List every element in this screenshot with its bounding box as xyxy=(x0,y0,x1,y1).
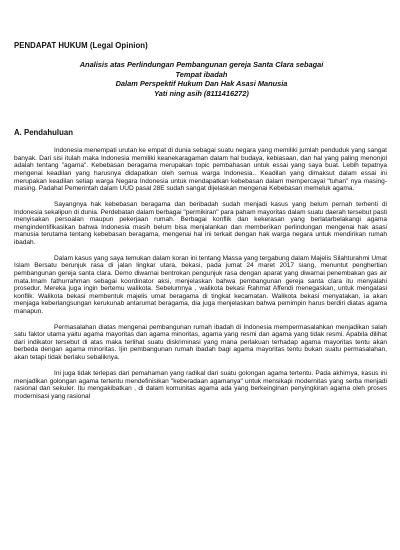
paragraph: Ini juga tidak terlepas dari pemahaman yang radikal dari suatu golongan agama tertentu. Pada akhirnya, kasus ini menjadikan golongan agama tertentu mendefinisikan "keberadaan agamanya" untuk mensikapi modernitas yang serba menjadi rasional dan sekuler. Itu mengakibatkan , di dalam komunitas agama ada yang berkeinginan penyingkiran agama oleh proses modernisasi yang rasional xyxy=(14,370,387,400)
paragraph: Sayangnya hak kebebasan beragama dan beribadah sudah menjadi kasus yang belum pernah terhenti di Indonesia sekalipun di dunia. Perdebatan dalam berbagai "permikiran" para paham mayoritas dalam suatu daerah tersebut pasti menyisakan persoalan maupun pekerjaan rumah. Berbagai konflik dan kekerasan yang berlatarbelakangi agama mengindentifikasikan bahwa Indonesia masih belum bisa menjalankan dan memberikan perlindungan mengenai hak asasi manusia terutama tentang kebebasan beragama, mengenai hal ini terkait dengan hak warga negara untuk mendirikan rumah ibadah. xyxy=(14,201,387,246)
subtitle-line: Dalam Perspektif Hukum Dan Hak Asasi Manusia xyxy=(115,79,288,89)
subtitle-line: Analisis atas Perlindungan Pembangunan gereja Santa Clara sebagai xyxy=(79,60,324,69)
paragraph: Permasalahan diatas mengenai pembangunan rumah ibadah di Indonesia mempermasalahkan menjadikan salah satu faktor utama yaitu agama mayoritas dan agama minoritas, agama yang resmi dan agama yang tidak resmi. Apabila dilihat dari indikator tersebut di atas maka terlihat suatu diskriminasi yang mana perlakuan terhadap agama mayoritas tentu akan berbeda dengan agama minoritas. Ijin pembangunan rumah ibadah bagi agama mayoritas tentu bukan suatu permasalahan, akan tetapi tidak berlaku sebaliknya. xyxy=(14,323,387,361)
document-subtitle xyxy=(16,60,387,98)
paragraph: Dalam kasus yang saya temukan dalam koran ini tentang Massa yang tergabung dalam Majelis Silahturahmi Umat Islam Bersatu berunjuk rasa di jalan lingkar utara, bekasi, pada jumat 24 maret 2017 siang, menuntut penghertian pembangunan gereja santa clara. Demo diwarnai bentrokan pengunjuk rasa dengan aparat yang diwarnai penembakan gas air mata.Imam fathurrahman sebagai koordinator aksi, menjelaskan bahwa pembangunan gereja santa clara itu menyalahi prosedur. Mereka juga ingin bertemu walikota. Sebelumnya , walikota bekasi Rahmat Affendi menegaskan, untuk mengatasi konflik. Walikota bekasi membentuk majelis umat beragama di tingkat kecamatan. Walikota bekasi menyatakan, ia akan menjaga keberlangsungan kerukunab antarumat beragama, dia juga menjelaskan bahwa pemimpin harus berdiri diatas agama manapun. xyxy=(14,254,387,315)
section-heading xyxy=(14,128,387,137)
paragraph: Indonesia menempati urutan ke empat di dunia sebagai suatu negara yang memiliki jumlah penduduk yang sangat banyak. Dari sisi itulah maka Indonesia memiliki keanekaragaman dalam hal budaya, kebiasaan, dan hal yang paling menonjol adalah tentang "agama". Kebebasan beragama merupakan topic pembahasan untuk essai yang saya buat. Lebih tepatnya mengenai keadilan yang harusnya didapatkan oleh semua warga Indonesia.. Keadilan yang dimaksut dalam essai ini merupakan keadilan setiap warga Negara Indonesia untuk mendapatkan kebebasan dalam mempercayai "tuhan" nya masing-masing. Padahal Pemerintah dalam UUD pasal 28E sudah sangat dijelaskan mengenai Kebebasan memeluk agama. xyxy=(14,147,387,193)
author-line: Yati ning asih (8111416272) xyxy=(154,88,249,98)
document-title: PENDAPAT HUKUM (Legal Opinion) xyxy=(14,41,148,50)
section-title: Pendahuluan xyxy=(24,128,73,138)
section-number: A. xyxy=(14,128,22,138)
subtitle-line: Tempat ibadah xyxy=(175,69,228,79)
